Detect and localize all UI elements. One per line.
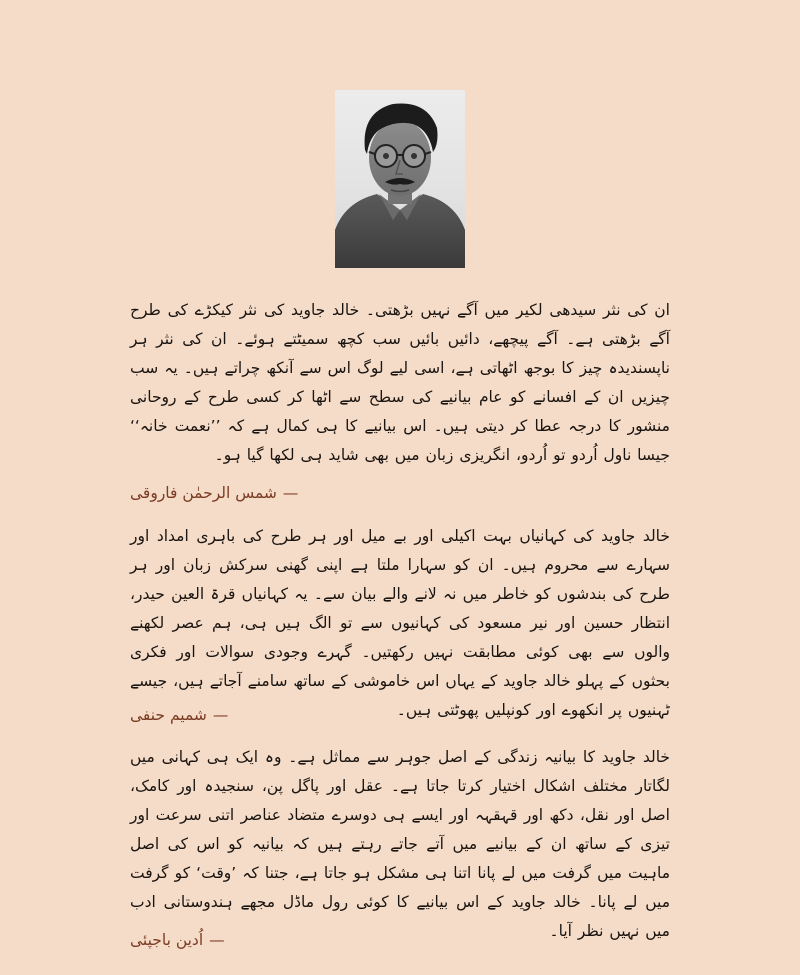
dash-2: — (212, 706, 229, 724)
review-text-3: خالد جاوید کا بیانیہ زندگی کے اصل جوہر سے مماثل ہے۔ وہ ایک ہی کہانی میں لگاتار مختلف اشکال اختیار کرتا جاتا ہے۔ عقل اور پاگل پن، سنجیدہ اور کامک، اصل اور نقل، دکھ اور قہقہہ اور ایسے ہی دوسرے متضاد عناصر اتنی سرعت اور تیزی کے ساتھ ان کے بیانیے میں آتے جاتے رہتے ہیں کہ بیانیہ کو اس کی اصل ماہیت میں گرفت میں لے پانا اتنا ہی مشکل ہو جاتا ہے، جتنا کہ ’وقت‘ کو گرفت میں لے پانا۔ خالد جاوید کے اس بیانیے کا کوئی رول ماڈل مجھے ہندوستانی ادب میں نہیں نظر آیا۔ (130, 748, 670, 940)
author-name-1: شمس الرحمٰن فاروقی (130, 484, 277, 502)
review-author-2 (130, 706, 228, 724)
review-text-2: خالد جاوید کی کہانیاں بہت اکیلی اور بے میل اور ہر طرح کی باہری امداد اور سہارے سے محروم ہیں۔ ان کو سہارا ملتا ہے اپنی گھنی سرکش زبان اور ہر طرح کی بندشوں کو خاطر میں نہ لانے والے بیان سے۔ یہ کہانیاں قرۃ العین حیدر، انتظار حسین اور نیر مسعود کی کہانیوں سے تو الگ ہیں ہی، ہم عصر لکھنے والوں سے بھی کوئی مطابقت نہیں رکھتیں۔ گہرے وجودی سوالات اور فکری بحثوں کے پہلو خالد جاوید کے یہاں اس خاموشی کے ساتھ سامنے آجاتے ہیں، جیسے ٹہنیوں پر انکھوے اور کونپلیں پھوٹتی ہیں۔ (130, 527, 670, 719)
author-portrait-photo-icon (335, 90, 465, 268)
dash-1: — (282, 484, 299, 502)
author-portrait (335, 90, 465, 268)
review-author-1 (130, 484, 298, 502)
review-author-3 (130, 931, 225, 949)
review-text-1: ان کی نثر سیدھی لکیر میں آگے نہیں بڑھتی۔ خالد جاوید کی نثر کیکڑے کی طرح آگے بڑھتی ہے۔ آگے پیچھے، دائیں بائیں سب کچھ سمیٹتے ہوئے۔ ان کی نثر ہر ناپسندیدہ چیز کا بوجھ اٹھاتی ہے، اسی لیے لوگ اس سے آنکھ چراتے ہیں۔ یہ سب چیزیں ان کے افسانے کو عام بیانیے کی سطح سے اٹھا کر کسی طرح کے روحانی منشور کا درجہ عطا کر دیتی ہیں۔ اس بیانیے کا ہی کمال ہے کہ ’’نعمت خانہ‘‘ جیسا ناول اُردو تو اُردو، انگریزی زبان میں بھی شاید ہی لکھا گیا ہو۔ (130, 301, 670, 464)
dash-3: — (209, 931, 225, 949)
author-name-2: شمیم حنفی (130, 706, 207, 724)
author-name-3: اُدین باجپئی (130, 931, 204, 949)
